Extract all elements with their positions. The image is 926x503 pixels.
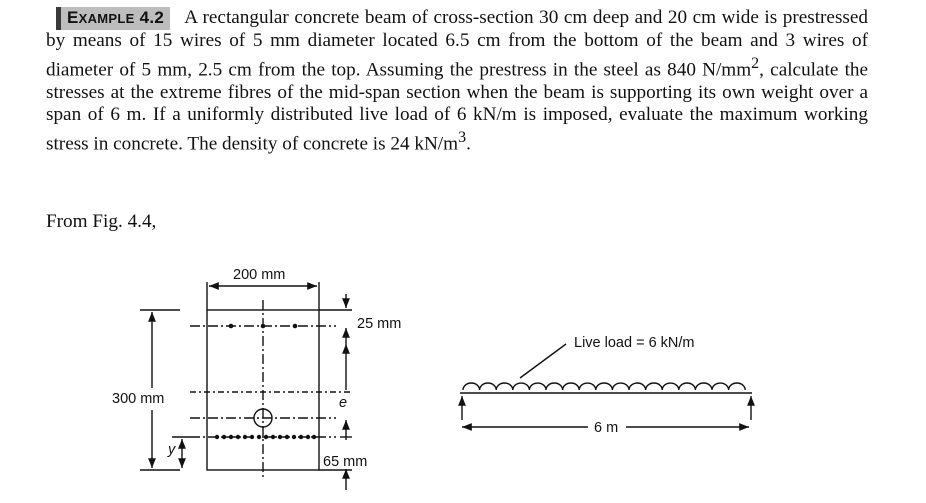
depth-label: 300 mm	[112, 391, 165, 407]
superscript-3: 3	[458, 128, 467, 146]
problem-statement-part2: , calculate the stresses at the extreme fibres of the mid-span section when the beam is supporting its own weight over a span of 6 m. If a uniformly distributed live load of 6 kN/m is imposed, evaluate the maximum working stress in concrete. The density of concrete is 24 kN/m	[46, 58, 869, 155]
cross-section-diagram	[140, 282, 352, 490]
eccentricity-label: e	[339, 395, 348, 411]
live-load-label: Live load = 6 kN/m	[574, 335, 695, 351]
beam-span-diagram	[460, 344, 752, 427]
y-label: y	[168, 442, 176, 458]
width-label: 200 mm	[233, 267, 286, 283]
bottom-cover-label: 65 mm	[323, 454, 368, 470]
live-load-leader	[520, 344, 566, 378]
figure-reference: From Fig. 4.4,	[46, 211, 157, 232]
top-cover-label: 25 mm	[357, 316, 402, 332]
problem-statement-part3: .	[466, 133, 471, 155]
prestressing-wires	[215, 324, 316, 439]
superscript-2: 2	[751, 54, 760, 72]
example-label: EXAMPLE 4.2	[56, 7, 170, 30]
problem-statement-part1: A rectangular concrete beam of cross-section 30 cm deep and 20 cm wide is prestressed by means of 15 wires of 5 mm diameter located 6.5 cm from the bottom of the beam and 3 wires of diameter of 5 mm, 2.5 cm from the top. Assuming the prestress in the steel as 840 N/mm	[46, 7, 868, 80]
span-label: 6 m	[594, 420, 619, 436]
uniform-load-symbol	[463, 383, 745, 390]
